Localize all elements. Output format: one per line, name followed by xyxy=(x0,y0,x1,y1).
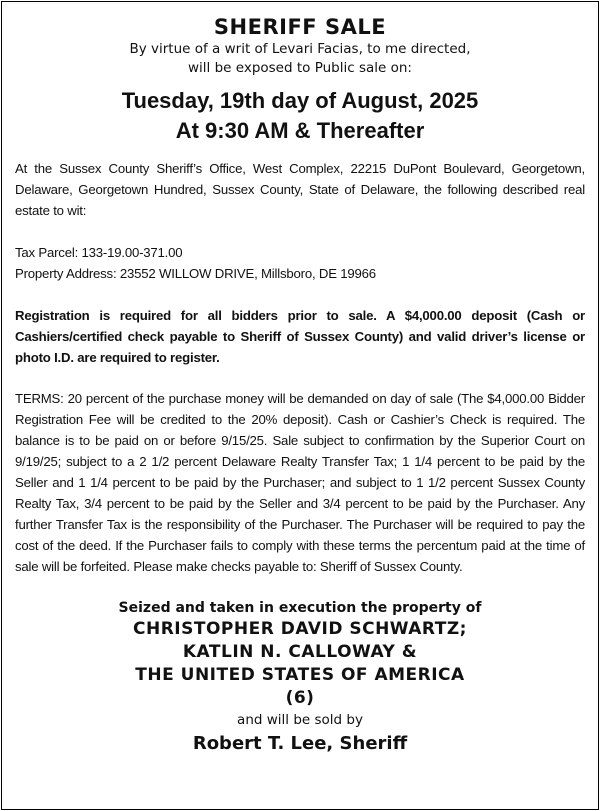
intro-line-1: By virtue of a writ of Levari Facias, to me directed, xyxy=(129,41,471,57)
property-info xyxy=(2,242,598,284)
defendant-1: CHRISTOPHER DAVID SCHWARTZ; xyxy=(133,619,467,639)
sale-date: Tuesday, 19th day of August, 2025 xyxy=(121,88,479,113)
sale-number: (6) xyxy=(285,688,315,708)
registration-requirements: Registration is required for all bidders prior to sale. A $4,000.00 deposit (Cash or Cashiers/certified check payable to Sheriff of Sussex County) and valid driver’s license or photo I.D. are required to register. xyxy=(15,308,585,365)
sheriff-sale-notice xyxy=(1,1,599,810)
property-address: Property Address: 23552 WILLOW DRIVE, Millsboro, DE 19966 xyxy=(15,266,376,281)
intro-line-2: will be exposed to Public sale on: xyxy=(188,60,412,76)
sheriff-name: Robert T. Lee, Sheriff xyxy=(192,733,408,754)
sale-location: At the Sussex County Sheriff’s Office, West Complex, 22215 DuPont Boulevard, Georgetown, Delaware, Georgetown Hundred, Sussex County, State of Delaware, the following described real estate to wit: xyxy=(15,161,585,218)
defendant-3: THE UNITED STATES OF AMERICA xyxy=(135,665,465,685)
notice-title: SHERIFF SALE xyxy=(213,15,387,39)
seized-statement: Seized and taken in execution the property of xyxy=(118,600,482,616)
sold-by-statement: and will be sold by xyxy=(237,712,363,728)
sale-time: At 9:30 AM & Thereafter xyxy=(175,118,425,143)
sale-terms: TERMS: 20 percent of the purchase money will be demanded on day of sale (The $4,000.00 Bidder Registration Fee will be credited to the 20% deposit). Cash or Cashier’s Check is required. The balance is to be paid on or before 9/15/25. Sale subject to confirmation by the Superior Court on 9/19/25; subject to a 2 1/2 percent Delaware Realty Transfer Tax; 1 1/4 percent to be paid by the Seller and 1 1/4 percent to be paid by the Purchaser; and subject to 1 1/2 percent Sussex County Realty Tax, 3/4 percent to be paid by the Seller and 3/4 percent to be paid by the Purchaser. Any further Transfer Tax is the responsibility of the Purchaser. The Purchaser will be required to pay the cost of the deed. If the Purchaser fails to comply with these terms the percentum paid at the time of sale will be forfeited. Please make checks payable to: Sheriff of Sussex County. xyxy=(15,391,585,574)
tax-parcel: Tax Parcel: 133-19.00-371.00 xyxy=(15,245,183,260)
defendant-2: KATLIN N. CALLOWAY & xyxy=(182,642,418,662)
